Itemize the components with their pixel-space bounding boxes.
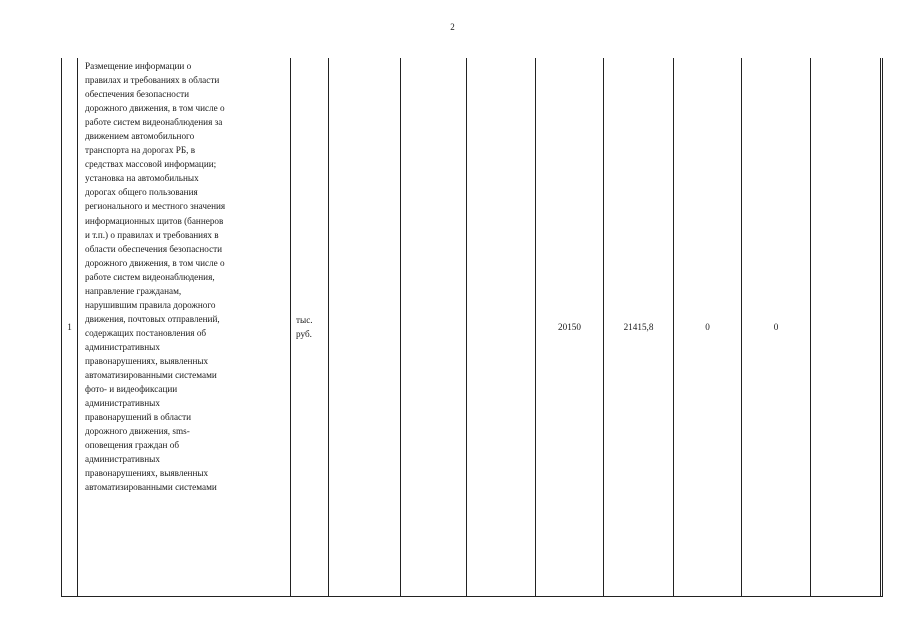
value-cell-4: [329, 58, 401, 597]
program-measures-table: [61, 58, 883, 597]
value-cell-9: 0: [674, 58, 742, 597]
value-cell-11: [811, 58, 881, 597]
value-cell-7: 20150: [536, 58, 604, 597]
unit-cell: тыс. руб.: [291, 58, 329, 597]
page-number: 2: [450, 22, 455, 32]
measure-description-cell: Размещение информации о правилах и требованиях в области обеспечения безопасности дорожного движения, в том числе о работе систем видеонаблюдения за движением автомобильного транспорта на дорогах РБ, в средствах массовой информации; установка на автомобильных дорогах общего пользования регионального и местного значения информационных щитов (баннеров и т.п.) о правилах и требованиях в области обеспечения безопасности дорожного движения, в том числе о работе систем видеонаблюдения, направление гражданам, нарушившим правила дорожного движения, почтовых отправлений, содержащих постановления об административных правонарушениях, выявленных автоматизированными системами фото- и видеофиксации административных правонарушений в области дорожного движения, sms- оповещения граждан об административных правонарушениях, выявленных автоматизированными системами: [78, 58, 291, 597]
value-cell-5: [401, 58, 467, 597]
table-row: [62, 58, 883, 597]
value-cell-12: [881, 58, 883, 597]
value-cell-6: [467, 58, 536, 597]
row-number-cell: 1: [62, 58, 78, 597]
value-cell-10: 0: [742, 58, 811, 597]
value-cell-8: 21415,8: [604, 58, 674, 597]
